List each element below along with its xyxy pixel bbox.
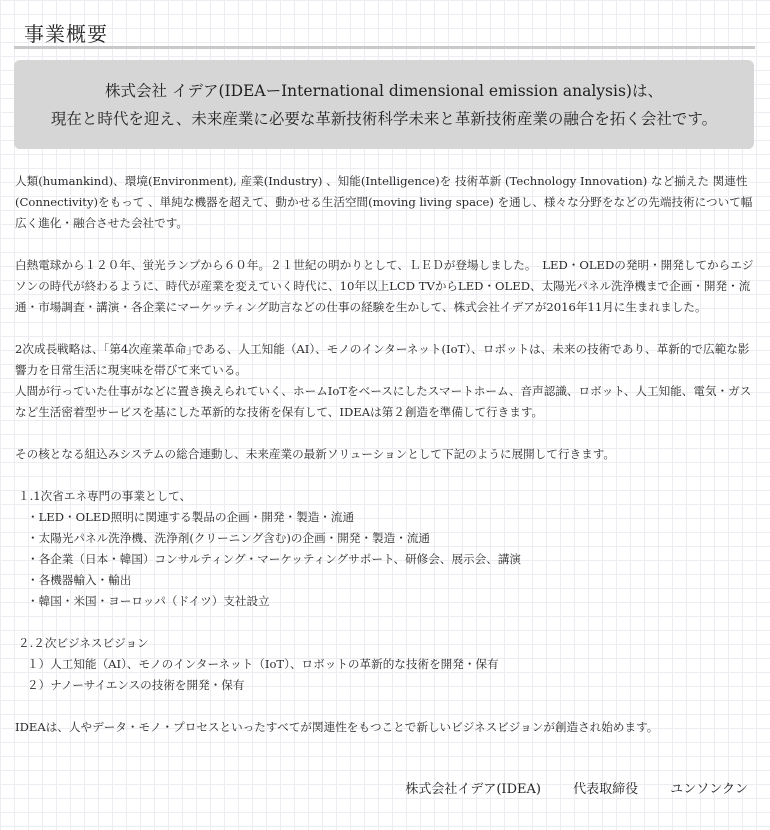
- paragraph-core-system: その核となる組込みシステムの総合連動し、未来産業の最新ソリューションとして下記のように展開して行きます。: [15, 447, 615, 461]
- paragraph-spacer: [15, 234, 757, 255]
- paragraph-spacer: [15, 612, 757, 633]
- business-overview-body: [15, 171, 757, 738]
- page-title: 事業概要: [24, 22, 108, 46]
- list-item: ・各機器輸入・輸出: [27, 573, 132, 587]
- list-item: ・LED・OLED照明に関連する製品の企画・開発・製造・流通: [27, 510, 355, 524]
- list-item: ・各企業（日本・韓国）コンサルティング・マーケッティングサポート、研修会、展示会、講演: [27, 552, 522, 566]
- signature-company: 株式会社イデア(IDEA): [405, 782, 541, 797]
- section-business-vision: [15, 633, 757, 696]
- paragraph-spacer: [15, 318, 757, 339]
- list-item: ２）ナノーサイエンスの技術を開発・保有: [27, 678, 245, 692]
- list-item: ・太陽光パネル洗浄機、洗浄剤(クリーニング含む)の企画・開発・製造・流通: [27, 531, 431, 545]
- lead-line-1: 株式会社 イデア(IDEAーInternational dimensional emission analysis)は、: [105, 82, 663, 100]
- lead-statement-box: [14, 60, 754, 149]
- lead-line-2: 現在と時代を迎え、未来産業に必要な革新技術科学未来と革新技術産業の融合を拓く会社です。: [50, 110, 718, 128]
- section-heading: １.1次省エネ専門の事業として、: [18, 489, 192, 503]
- paragraph-closing: IDEAは、人やデータ・モノ・プロセスといったすべてが関連性をもつことで新しいビジネスビジョンが創造され始めます。: [15, 720, 659, 734]
- paragraph-second-creation: 人間が行っていた仕事がなどに置き換えられていく、ホームIoTをベースにしたスマートホーム、音声認識、ロボット、人工知能、電気・ガスなど生活密着型サービスを基にした革新的な技術を保有して、IDEAは第２創造を準備して行きます。: [15, 384, 752, 419]
- paragraph-spacer: [15, 465, 757, 486]
- signature-block: [405, 779, 748, 800]
- list-item: ・韓国・米国・ヨーロッパ（ドイツ）支社設立: [27, 594, 270, 608]
- paragraph-company-history: 白熱電球から１２０年、蛍光ランプから６０年。２１世紀の明かりとして、ＬＥＤが登場しました。 LED・OLEDの発明・開発してからエジソンの時代が終わるように、時代が産業を変えていく時代に、10年以上LCD TVからLED・OLED、太陽光パネル洗浄機まで企画・開発・流通・市場調査・講演・各企業にマーケッティング助言などの仕事の経験を生かして、株式会社イデアが2016年11月に生まれました。: [15, 258, 754, 314]
- signature-role: 代表取締役: [573, 782, 639, 797]
- title-divider: [14, 46, 755, 49]
- paragraph-growth-strategy: 2次成長戦略は、｢第4次産業革命｣である、人工知能（AI）、モノのインターネット(IoT）、ロボットは、未来の技術であり、革新的で広範な影響力を日常生活に現実味を帯びて来ている。: [15, 342, 750, 377]
- list-item: １）人工知能（AI）、モノのインターネット（IoT）、ロボットの革新的な技術を開発・保有: [27, 657, 499, 671]
- section-energy-business: [15, 486, 757, 612]
- paragraph-spacer: [15, 423, 757, 444]
- paragraph-spacer: [15, 696, 757, 717]
- signature-name: ユンソンクン: [670, 782, 748, 797]
- paragraph-company-intro: 人類(humankind)、環境(Environment), 産業(Industry) 、知能(Intelligence)を 技術革新 (Technology Innovation) など揃えた 関連性(Connectivity)をもって 、単純な機器を超えて、動かせる生活空間(moving living space) を通し、様々な分野をなどの先端技術について幅広く進化・融合させた会社です。: [15, 174, 753, 230]
- section-heading: ２.２次ビジネスビジョン: [18, 636, 149, 650]
